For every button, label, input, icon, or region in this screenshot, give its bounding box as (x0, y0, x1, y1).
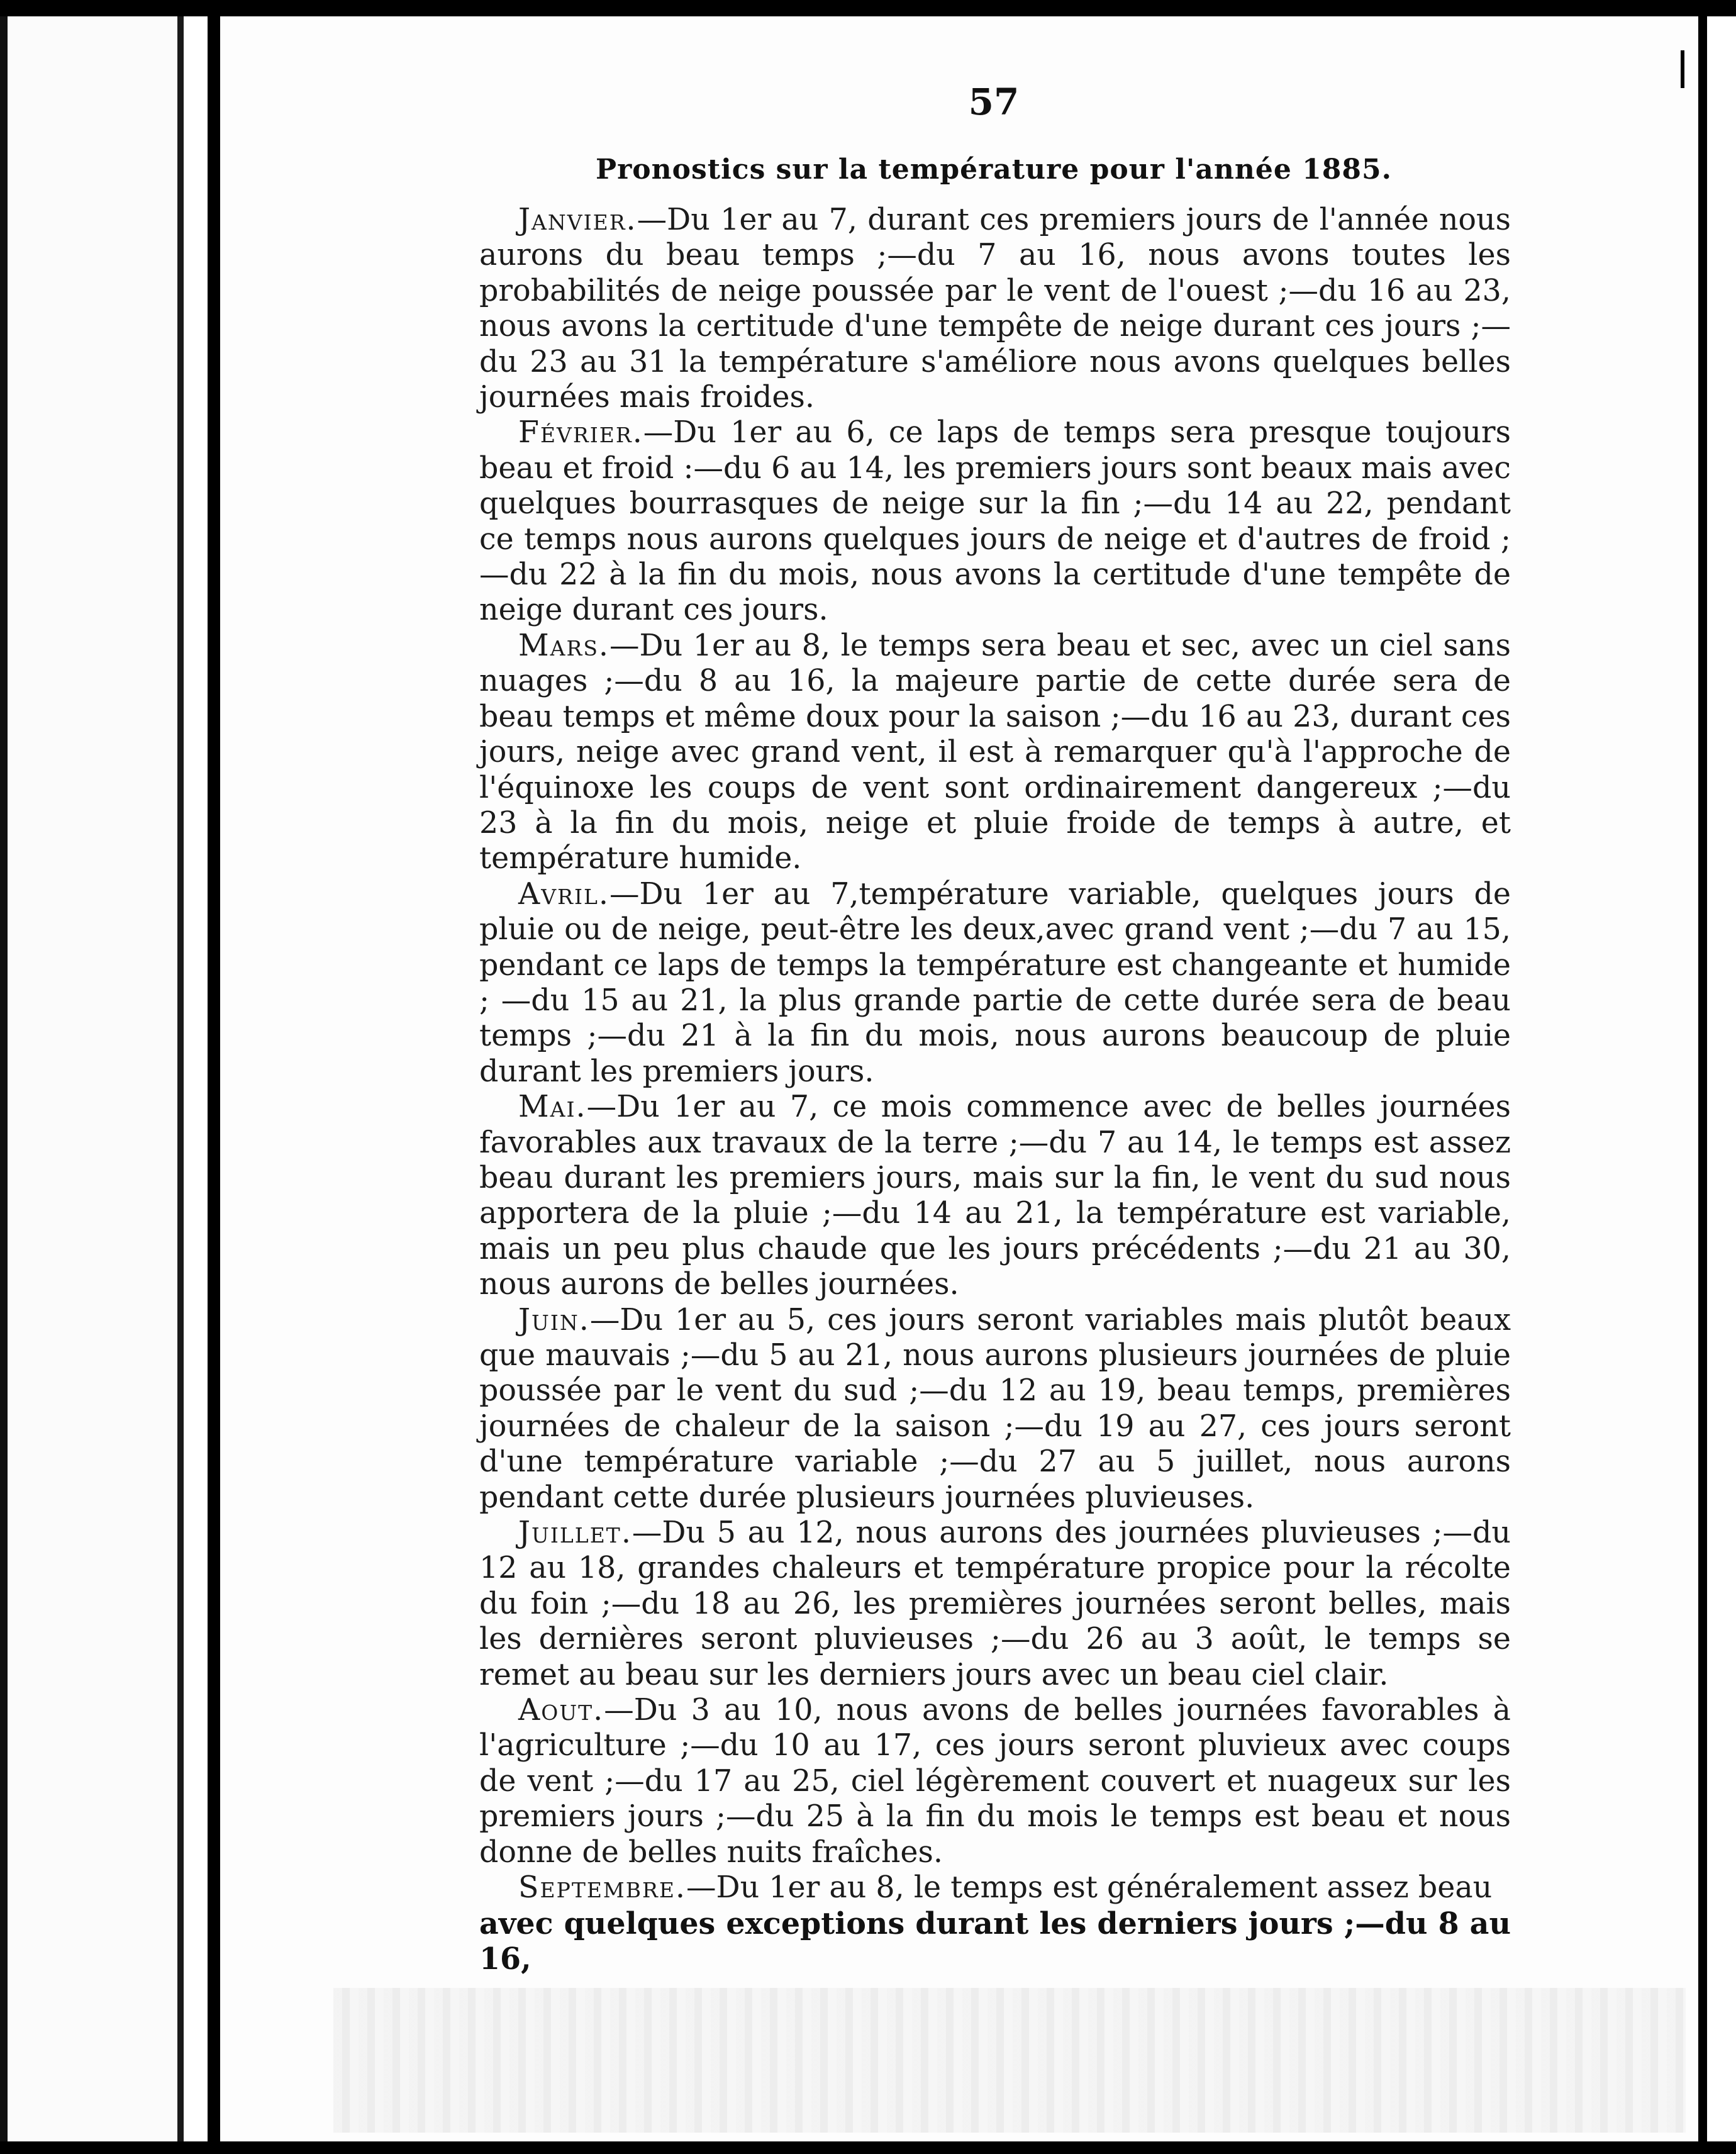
month-label: Avril. (518, 876, 610, 912)
last-line: avec quelques exceptions durant les derniers jours ;—du 8 au 16, (479, 1906, 1511, 1977)
paragraph-mars (479, 628, 1511, 877)
paragraph-text: —Du 1er au 8, le temps est généralement assez beau (686, 1870, 1493, 1906)
paragraph-juin (479, 1303, 1511, 1515)
month-label: Février. (518, 415, 643, 450)
paragraph-juillet (479, 1515, 1511, 1693)
paragraph-mai (479, 1090, 1511, 1302)
month-label: Juillet. (518, 1515, 632, 1551)
month-label: Juin. (518, 1302, 590, 1337)
month-label: Janvier. (518, 203, 637, 237)
paragraph-avril (479, 877, 1511, 1090)
scan-margin-right (1707, 16, 1736, 2141)
scan-border-right (1698, 16, 1707, 2141)
paragraph-text: —Du 1er au 7, ce mois commence avec de belles journées favorables aux travaux de la terre ;—du 7 au 14, le temps est assez beau durant les premiers jours, mais sur la fin, le vent du sud nous apportera de la pluie ;—du 14 au 21, la température est variable, mais un peu plus chaude que les jours précédents ;—du 21 au 30, nous aurons de belles journées. (479, 1090, 1511, 1302)
paragraph-fevrier (479, 415, 1511, 628)
facing-page-edge (8, 16, 177, 2141)
paragraph-aout (479, 1693, 1511, 1870)
month-label: Aout. (518, 1693, 604, 1728)
page-title: Pronostics sur la température pour l'année 1885. (596, 153, 1392, 186)
paragraph-septembre (479, 1870, 1511, 1906)
paragraph-text: —Du 3 au 10, nous avons de belles journées favorables à l'agriculture ;—du 10 au 17, ces jours seront pluvieux avec coups de vent ;—du 17 au 25, ciel légèrement couvert et nuageux sur les premiers jours ;—du 25 à la fin du mois le temps est beau et nous donne de belles nuits fraîches. (479, 1693, 1511, 1870)
forecast-body (479, 203, 1511, 1977)
scan-edge-mark (1681, 50, 1684, 88)
month-label: Septembre. (518, 1870, 687, 1906)
paragraph-janvier (479, 203, 1511, 415)
page-number: 57 (968, 81, 1020, 123)
scan-border-left (0, 16, 8, 2141)
scan-border-top (0, 0, 1736, 16)
month-label: Mars. (518, 628, 610, 663)
paragraph-text: —Du 5 au 12, nous aurons des journées pluvieuses ;—du 12 au 18, grandes chaleurs et température propice pour la récolte du foin ;—du 18 au 26, les premières journées seront belles, mais les dernières seront pluvieuses ;—du 26 au 3 août, le temps se remet au beau sur les derniers jours avec un beau ciel clair. (479, 1515, 1511, 1692)
scan-border-bottom (0, 2141, 1736, 2154)
page-spine (208, 16, 220, 2141)
month-label: Mai. (518, 1090, 587, 1125)
paragraph-text: —Du 1er au 6, ce laps de temps sera presque toujours beau et froid :—du 6 au 14, les premiers jours sont beaux mais avec quelques bourrasques de neige sur la fin ;—du 14 au 22, pendant ce temps nous aurons quelques jours de neige et d'autres de froid ; —du 22 à la fin du mois, nous avons la certitude d'une tempête de neige durant ces jours. (479, 415, 1511, 628)
show-through-text (333, 1988, 1686, 2133)
paragraph-text: —Du 1er au 7, durant ces premiers jours de l'année nous aurons du beau temps ;—du 7 au 16, nous avons toutes les probabilités de neige poussée par le vent de l'ouest ;—du 16 au 23, nous avons la certitude d'une tempête de neige durant ces jours ;—du 23 au 31 la température s'améliore nous avons quelques belles journées mais froides. (479, 203, 1511, 415)
paragraph-text: —Du 1er au 7,température variable, quelques jours de pluie ou de neige, peut-être les deux,avec grand vent ;—du 7 au 15, pendant ce laps de temps la température est changeante et humide ; —du 15 au 21, la plus grande partie de cette durée sera de beau temps ;—du 21 à la fin du mois, nous aurons beaucoup de pluie durant les premiers jours. (479, 876, 1511, 1089)
gutter-shadow (177, 16, 184, 2141)
paragraph-text: —Du 1er au 5, ces jours seront variables mais plutôt beaux que mauvais ;—du 5 au 21, nous aurons plusieurs journées de pluie poussée par le vent du sud ;—du 12 au 19, beau temps, premières journées de chaleur de la saison ;—du 19 au 27, ces jours seront d'une température variable ;—du 27 au 5 juillet, nous aurons pendant cette durée plusieurs journées pluvieuses. (479, 1302, 1511, 1515)
paragraph-text: —Du 1er au 8, le temps sera beau et sec, avec un ciel sans nuages ;—du 8 au 16, la majeure partie de cette durée sera de beau temps et même doux pour la saison ;—du 16 au 23, durant ces jours, neige avec grand vent, il est à remarquer qu'à l'approche de l'équinoxe les coups de vent sont ordinairement dangereux ;—du 23 à la fin du mois, neige et pluie froide de temps à autre, et température humide. (479, 628, 1511, 876)
